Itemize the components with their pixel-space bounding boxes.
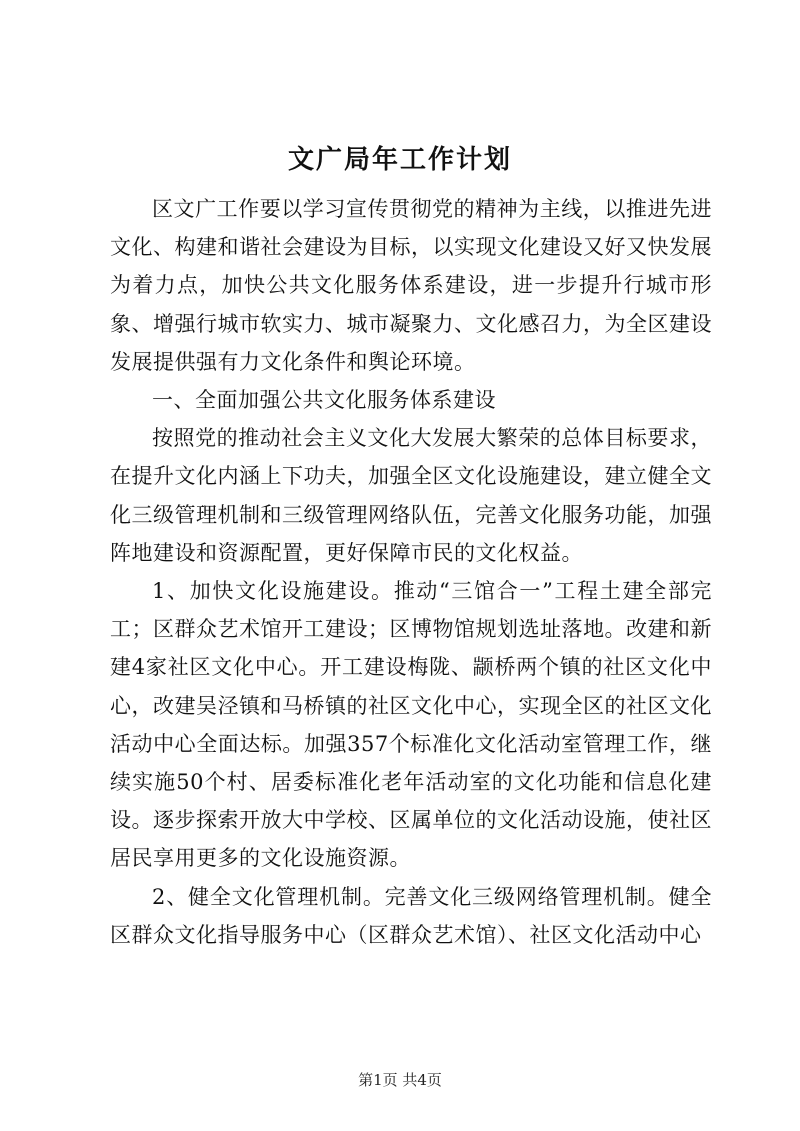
document-title: 文广局年工作计划 bbox=[287, 145, 512, 175]
item-2-paragraph: 2、健全文化管理机制。完善文化三级网络管理机制。健全区群众文化指导服务中心（区群众艺术馆）、社区文化活动中心 bbox=[110, 884, 712, 947]
section-heading-1: 一、全面加强公共文化服务体系建设 bbox=[152, 388, 496, 413]
section-1-paragraph: 按照党的推动社会主义文化大发展大繁荣的总体目标要求，在提升文化内涵上下功夫，加强全区文化设施建设，建立健全文化三级管理机制和三级管理网络队伍，完善文化服务功能，加强阵地建设和资源配置，更好保障市民的文化权益。 bbox=[110, 426, 712, 565]
page-footer: 第1页 共4页 bbox=[358, 1071, 442, 1089]
document-body bbox=[110, 190, 712, 954]
intro-paragraph: 区文广工作要以学习宣传贯彻党的精神为主线，以推进先进文化、构建和谐社会建设为目标，以实现文化建设又好又快发展为着力点，加快公共文化服务体系建设，进一步提升行城市形象、增强行城市软实力、城市凝聚力、文化感召力，为全区建设发展提供强有力文化条件和舆论环境。 bbox=[110, 197, 712, 374]
item-1-paragraph: 1、加快文化设施建设。推动“三馆合一”工程土建全部完工；区群众艺术馆开工建设；区博物馆规划选址落地。改建和新建4家社区文化中心。开工建设梅陇、颛桥两个镇的社区文化中心，改建吴泾镇和马桥镇的社区文化中心，实现全区的社区文化活动中心全面达标。加强357个标准化文化活动室管理工作，继续实施50个村、居委标准化老年活动室的文化功能和信息化建设。逐步探索开放大中学校、区属单位的文化活动设施，使社区居民享用更多的文化设施资源。 bbox=[110, 579, 712, 871]
